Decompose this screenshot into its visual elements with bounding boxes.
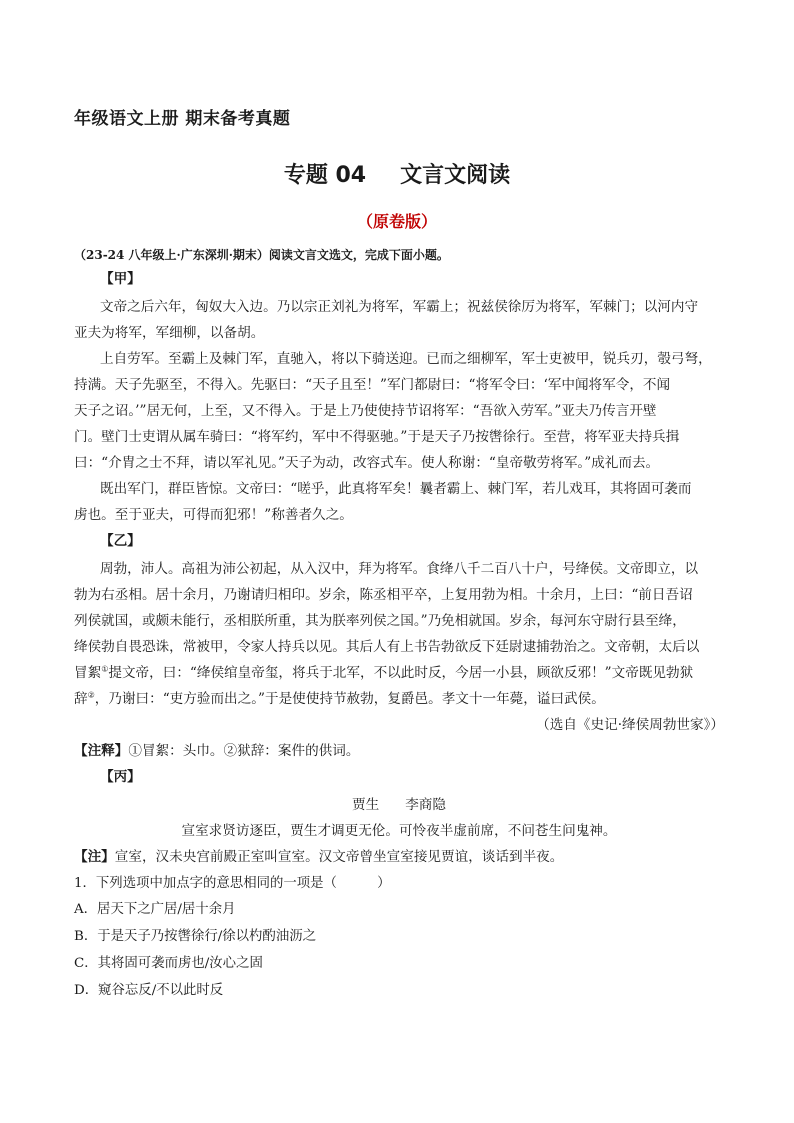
passage-a-line: 上自劳军。至霸上及棘门军，直驰入，将以下骑送迎。已而之细柳军，军士吏被甲，锐兵刃，彀弓弩， (100, 351, 712, 367)
footnote-mark-2: ② (87, 690, 95, 700)
answer-option: A．居天下之广居/居十余月 (74, 902, 236, 917)
annotation-line (74, 739, 724, 763)
passage-a-line: 持满。天子先驱至，不得入。先驱曰：“天子且至！”军门都尉曰：“将军令曰：‘军中闻将军令，不闻 (74, 377, 671, 393)
poem-title: 贾生 (352, 797, 380, 813)
poem-note-label: 【注】 (74, 849, 115, 865)
passage-b-line: 绛侯勃自畏恐诛，常被甲，令家人持兵以见。其后人有上书告勃欲反下廷尉逮捕勃治之。文帝朝，太后以 (74, 639, 700, 655)
answer-option: B．于是天子乃按辔徐行/徐以杓酌油沥之 (74, 929, 316, 944)
passage-a-label: 【甲】 (100, 271, 141, 287)
series-header: 年级语文上册 期末备考真题 (74, 109, 291, 129)
passage-b-line: 周勃，沛人。高祖为沛公初起，从入汉中，拜为将军。食绛八千二百八十户，号绛侯。文帝即立，以 (100, 561, 699, 577)
poem-note (74, 845, 724, 869)
footnote-mark-1: ① (101, 664, 109, 674)
title-topic-name: 文言文阅读 (400, 163, 511, 188)
answer-option: C．其将固可袭而虏也/汝心之固 (74, 956, 263, 971)
edition-subtitle: （原卷版） (356, 212, 437, 231)
passage-a-line: 虏也。至于亚夫，可得而犯邪！”称善者久之。 (74, 507, 353, 523)
poem-author: 李商隐 (405, 797, 446, 813)
title-topic-number: 专题 04 (283, 163, 367, 188)
passage-a-line: 亚夫为将军，军细柳，以备胡。 (74, 325, 265, 341)
annotation-text: ①冒絮：头巾。②狱辞：案件的供词。 (128, 743, 360, 759)
passage-a-line: 文帝之后六年，匈奴大入边。乃以宗正刘礼为将军，军霸上；祝兹侯徐厉为将军，军棘门；以河内守 (100, 299, 699, 315)
passage-a-line: 门。壁门士吏谓从属车骑曰：“将军约，军中不得驱驰。”于是天子乃按辔徐行。至营，将军亚夫持兵揖 (74, 429, 680, 445)
passage-b-line: 列侯就国，或颇未能行，丞相朕所重，其为朕率列侯之国。”乃免相就国。岁余，每河东守尉行县至绛， (74, 613, 686, 629)
answer-option: D．窥谷忘反/不以此时反 (74, 983, 224, 998)
poem-heading (74, 793, 724, 817)
question-stem: 1．下列选项中加点字的意思相同的一项是（ ） (74, 876, 391, 891)
passage-c-label: 【丙】 (100, 769, 141, 785)
passage-b-line: 勃为右丞相。居十余月，乃谢请归相印。岁余，陈丞相平卒，上复用勃为相。十余月，上曰：“前日吾诏 (74, 587, 693, 603)
passage-b-line: 冒絮①提文帝，曰：“绛侯绾皇帝玺，将兵于北军，不以此时反，今居一小县，顾欲反邪！”文帝既见勃狱 (74, 664, 694, 681)
poem-body: 宣室求贤访逐臣，贾生才调更无伦。可怜夜半虚前席，不问苍生问鬼神。 (181, 823, 617, 839)
passage-a-line: 天子之诏。’”居无何，上至，又不得入。于是上乃使使持节诏将军：“吾欲入劳军。”亚夫乃传言开壁 (74, 403, 657, 419)
passage-a-line: 曰：“介胄之士不拜，请以军礼见。”天子为动，改容式车。使人称谢：“皇帝敬劳将军。”成礼而去。 (74, 455, 660, 471)
reading-intro: （23-24 八年级上·广东深圳·期末）阅读文言文选文，完成下面小题。 (74, 248, 449, 262)
passage-a-line: 既出军门，群臣皆惊。文帝曰：“嗟乎，此真将军矣！曩者霸上、棘门军，若儿戏耳，其将固可袭而 (100, 481, 692, 497)
passage-b-source: （选自《史记·绛侯周勃世家》） (536, 717, 724, 733)
page-title (0, 158, 794, 189)
passage-b-line: 辞②，乃谢曰：“吏方验而出之。”于是使使持节赦勃，复爵邑。孝文十一年薨，谥曰武侯。 (74, 690, 605, 707)
poem-note-text: 宣室，汉未央宫前殿正室叫宣室。汉文帝曾坐宣室接见贾谊，谈话到半夜。 (114, 849, 564, 865)
annotation-label: 【注释】 (74, 743, 129, 759)
passage-b-label: 【乙】 (100, 533, 141, 549)
